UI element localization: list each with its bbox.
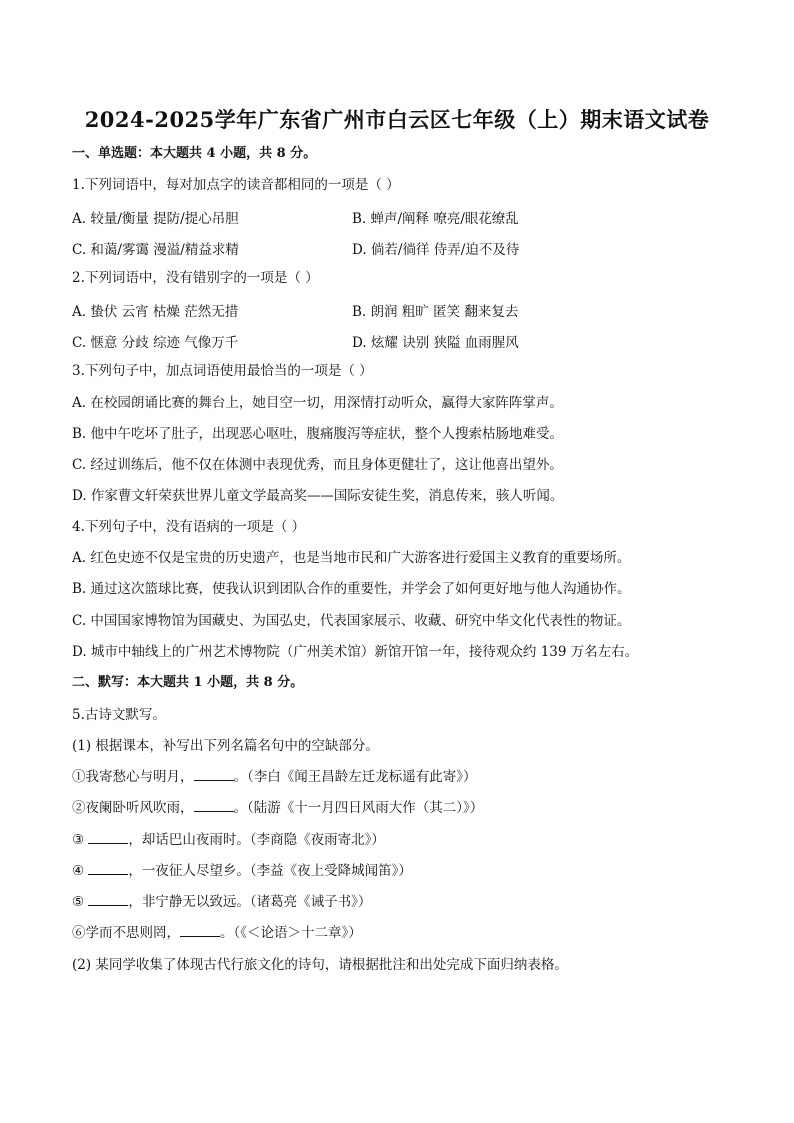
question-1-option-a: A. 较量/衡量 提防/提心吊胆 [72,211,239,227]
question-5-sub-1: (1) 根据课本，补写出下列名篇名句中的空缺部分。 [72,738,379,754]
recitation-item-6: ⑥学而不思则罔， 。（《＜论语＞十二章》） [72,925,362,941]
question-3-option-d: D. 作家曹文轩荣获世界儿童文学最高奖——国际安徒生奖，消息传来，骇人听闻。 [72,488,564,504]
question-1-option-b: B. 蝉声/阐释 嘹亮/眼花缭乱 [352,211,519,227]
answer-blank[interactable] [88,831,128,844]
question-2-option-a: A. 蛰伏 云宵 枯燥 茫然无措 [72,304,239,320]
question-4-stem: 4.下列句子中，没有语病的一项是（ ） [72,519,306,535]
question-3-option-b: B. 他中午吃坏了肚子，出现恶心呕吐，腹痛腹泻等症状，整个人搜索枯肠地难受。 [72,426,564,442]
recitation-item-2: ②夜阑卧听风吹雨， 。（陆游《十一月四日风雨大作（其二）》） [72,800,484,816]
question-1-option-d: D. 倘若/徜徉 侍弄/迫不及待 [352,242,520,258]
question-4-option-b: B. 通过这次篮球比赛，使我认识到团队合作的重要性，并学会了如何更好地与他人沟通协作。 [72,581,631,597]
answer-blank[interactable] [180,924,220,937]
recitation-item-1: ①我寄愁心与明月， 。（李白《闻王昌龄左迁龙标遥有此寄》） [72,769,477,785]
question-4-option-a: A. 红色史迹不仅是宝贵的历史遗产，也是当地市民和广大游客进行爱国主义教育的重要场所。 [72,550,631,566]
question-1-stem: 1.下列词语中，每对加点字的读音都相同的一项是（ ） [72,177,400,193]
section-heading-1: 一、单选题：本大题共 4 小题，共 8 分。 [72,146,317,161]
question-3-option-c: C. 经过训练后，他不仅在体测中表现优秀，而且身体更健壮了，这让他喜出望外。 [72,457,563,473]
question-5-sub-2: (2) 某同学收集了体现古代行旅文化的诗句，请根据批注和出处完成下面归纳表格。 [72,957,568,973]
question-2-option-b: B. 朗润 粗旷 匿笑 翻来复去 [352,304,519,320]
question-2-option-d: D. 炫耀 诀别 狭隘 血雨腥风 [352,335,519,351]
answer-blank[interactable] [194,799,234,812]
answer-blank[interactable] [88,862,128,875]
question-2-stem: 2.下列词语中，没有错别字的一项是（ ） [72,270,319,286]
answer-blank[interactable] [88,893,128,906]
page-title: 2024-2025学年广东省广州市白云区七年级（上）期末语文试卷 [84,107,710,132]
section-heading-2: 二、默写：本大题共 1 小题，共 8 分。 [72,675,304,690]
question-1-option-c: C. 和蔼/雾霭 漫溢/精益求精 [72,242,239,258]
question-3-stem: 3.下列句子中，加点词语使用最恰当的一项是（ ） [72,363,373,379]
question-4-option-d: D. 城市中轴线上的广州艺术博物院（广州美术馆）新馆开馆一年，接待观众约 139 万名左右。 [72,644,639,660]
question-5-stem: 5.古诗文默写。 [72,707,166,723]
answer-blank[interactable] [194,768,234,781]
question-2-option-c: C. 惬意 分歧 综迹 气像万千 [72,335,239,351]
question-4-option-c: C. 中国国家博物馆为国藏史、为国弘史，代表国家展示、收藏、研究中华文化代表性的物证。 [72,613,631,629]
recitation-item-4: ④ ，一夜征人尽望乡。（李益《夜上受降城闻笛》） [72,863,412,879]
recitation-item-3: ③ ，却话巴山夜雨时。（李商隐《夜雨寄北》） [72,832,385,848]
question-3-option-a: A. 在校园朗诵比赛的舞台上，她目空一切，用深情打动听众，赢得大家阵阵掌声。 [72,395,563,411]
recitation-item-5: ⑤ ，非宁静无以致远。（诸葛亮《诫子书》） [72,894,372,910]
